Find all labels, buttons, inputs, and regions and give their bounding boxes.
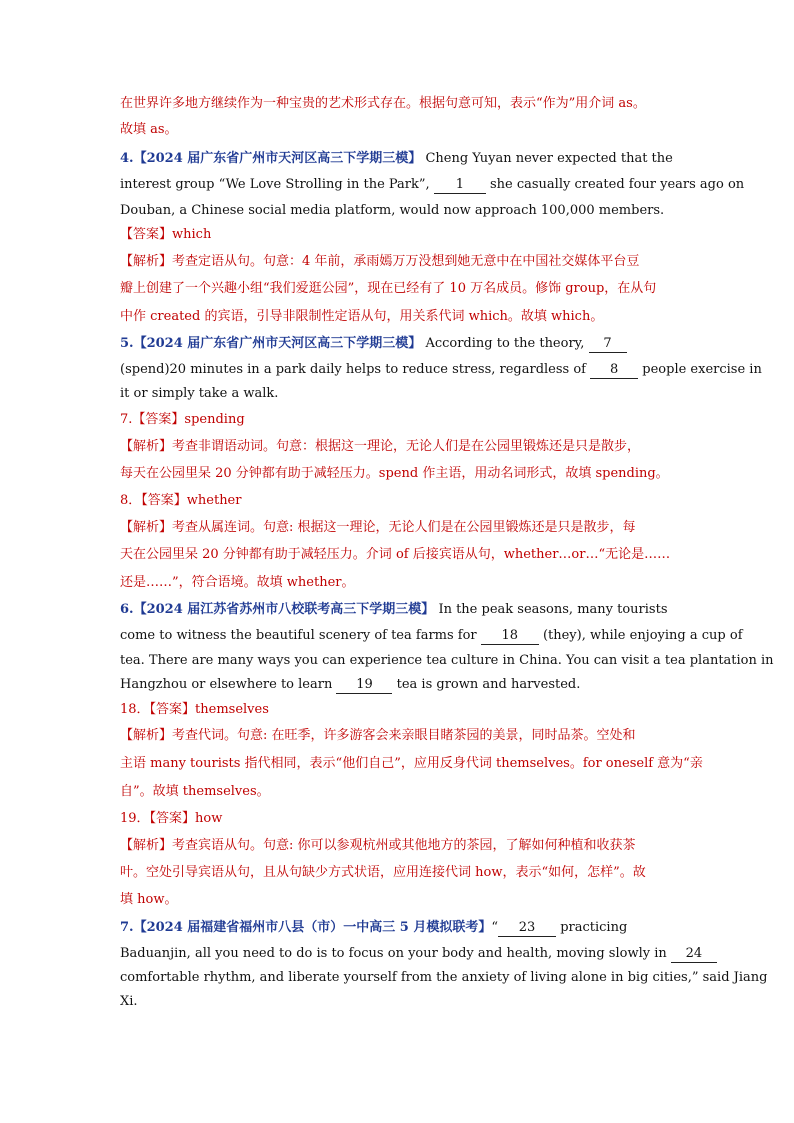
question-text: interest group “We Love Strolling in the Park”,	[120, 177, 430, 192]
explanation-line: 【解析】考查代词。句意: 在旺季，许多游客会来亲眼目睹茶园的美景，同时品茶。空处和	[120, 728, 636, 743]
blank-7: 7	[589, 336, 627, 353]
question-number: 5.	[120, 336, 134, 351]
answer-line: 8．【答案】whether	[120, 493, 242, 508]
question-text: Xi.	[120, 994, 138, 1009]
answer-line: 19．【答案】how	[120, 811, 223, 826]
question-text: come to witness the beautiful scenery of tea farms for	[120, 628, 477, 643]
question-text: people exercise in	[642, 362, 762, 377]
blank-19: 19	[336, 677, 392, 694]
blank-24: 24	[671, 946, 717, 963]
question-number: 6.	[120, 602, 134, 617]
explanation-line: 在世界许多地方继续作为一种宝贵的艺术形式存在。根据句意可知，表示“作为”用介词 as。	[120, 96, 646, 111]
blank-8: 8	[590, 362, 638, 379]
question-text: tea is grown and harvested.	[396, 677, 581, 692]
explanation-line: 还是……”，符合语境。故填 whether。	[120, 575, 355, 590]
question-source: 【2024 届福建省福州市八县（市）一中高三 5 月模拟联考】	[133, 920, 492, 935]
question-6-line	[120, 623, 743, 649]
question-number: 7.	[120, 920, 134, 935]
explanation-line: 天在公园里呆 20 分钟都有助于减轻压力。介词 of 后接宾语从句，whether…or…“无论是……	[120, 547, 671, 562]
answer-line: 18．【答案】themselves	[120, 702, 269, 717]
question-5-line	[120, 357, 762, 383]
question-6-line	[120, 672, 676, 698]
blank-1: 1	[434, 177, 486, 194]
explanation-line: 中作 created 的宾语，引导非限制性定语从句，用关系代词 which。故填 which。	[120, 309, 604, 324]
question-text: According to the theory,	[425, 336, 585, 351]
explanation-line: 【解析】考查非谓语动词。句意：根据这一理论，无论人们是在公园里锻炼还是只是散步，	[120, 439, 641, 454]
explanation-line: 【解析】考查宾语从句。句意: 你可以参观杭州或其他地方的茶园，了解如何种植和收获茶	[120, 838, 636, 853]
answer-line: 【答案】which	[120, 227, 212, 242]
question-text: she casually created four years ago on	[489, 177, 745, 192]
question-source: 【2024 届广东省广州市天河区高三下学期三模】	[133, 151, 422, 166]
question-text: comfortable rhythm, and liberate yourself from the anxiety of living alone in big cities,” said Jiang	[120, 970, 768, 985]
explanation-line: 【解析】考查定语从句。句意：4 年前，承雨嫣万万没想到她无意中在中国社交媒体平台豆	[120, 254, 640, 269]
question-4-line	[120, 172, 745, 198]
explanation-line: 主语 many tourists 指代相同，表示“他们自己”，应用反身代词 themselves。for oneself 意为“亲	[120, 756, 703, 771]
explanation-line: 瓣上创建了一个兴趣小组“我们爱逛公园”，现在已经有了 10 万名成员。修饰 group，在从句	[120, 281, 657, 296]
explanation-line: 叶。空处引导宾语从句，且从句缺少方式状语，应用连接代词 how，表示“如何，怎样”。故	[120, 865, 646, 880]
explanation-line: 故填 as。	[120, 122, 178, 137]
question-text: Hangzhou or elsewhere to learn	[120, 677, 333, 692]
question-source: 【2024 届广东省广州市天河区高三下学期三模】	[133, 336, 422, 351]
question-text: “	[491, 920, 499, 935]
question-text: (spend)20 minutes in a park daily helps to reduce stress, regardless of	[120, 362, 586, 377]
answer-line: 7.【答案】spending	[120, 412, 245, 427]
question-text: Douban, a Chinese social media platform, would now approach 100,000 members.	[120, 203, 665, 218]
question-text: Cheng Yuyan never expected that the	[425, 151, 673, 166]
explanation-line: 【解析】考查从属连词。句意: 根据这一理论，无论人们是在公园里锻炼还是只是散步，每	[120, 520, 636, 535]
question-text: practicing	[560, 920, 628, 935]
explanation-line: 每天在公园里呆 20 分钟都有助于减轻压力。spend 作主语，用动名词形式，故填 spending。	[120, 466, 669, 481]
question-7-line	[120, 941, 703, 967]
question-4-line	[120, 146, 676, 172]
question-text: tea. There are many ways you can experience tea culture in China. You can visit a tea plantation in	[120, 653, 774, 668]
question-text: In the peak seasons, many tourists	[438, 602, 668, 617]
question-7-line	[120, 915, 676, 941]
question-text: it or simply take a walk.	[120, 386, 279, 401]
question-text: (they), while enjoying a cup of	[542, 628, 743, 643]
blank-18: 18	[481, 628, 539, 645]
explanation-line: 填 how。	[120, 892, 178, 907]
blank-23: 23	[498, 920, 556, 937]
question-6-line	[120, 597, 676, 623]
question-5-line	[120, 331, 676, 357]
question-source: 【2024 届江苏省苏州市八校联考高三下学期三模】	[133, 602, 435, 617]
question-number: 4.	[120, 151, 134, 166]
explanation-line: 自”。故填 themselves。	[120, 784, 270, 799]
question-text: Baduanjin, all you need to do is to focus on your body and health, moving slowly in	[120, 946, 667, 961]
